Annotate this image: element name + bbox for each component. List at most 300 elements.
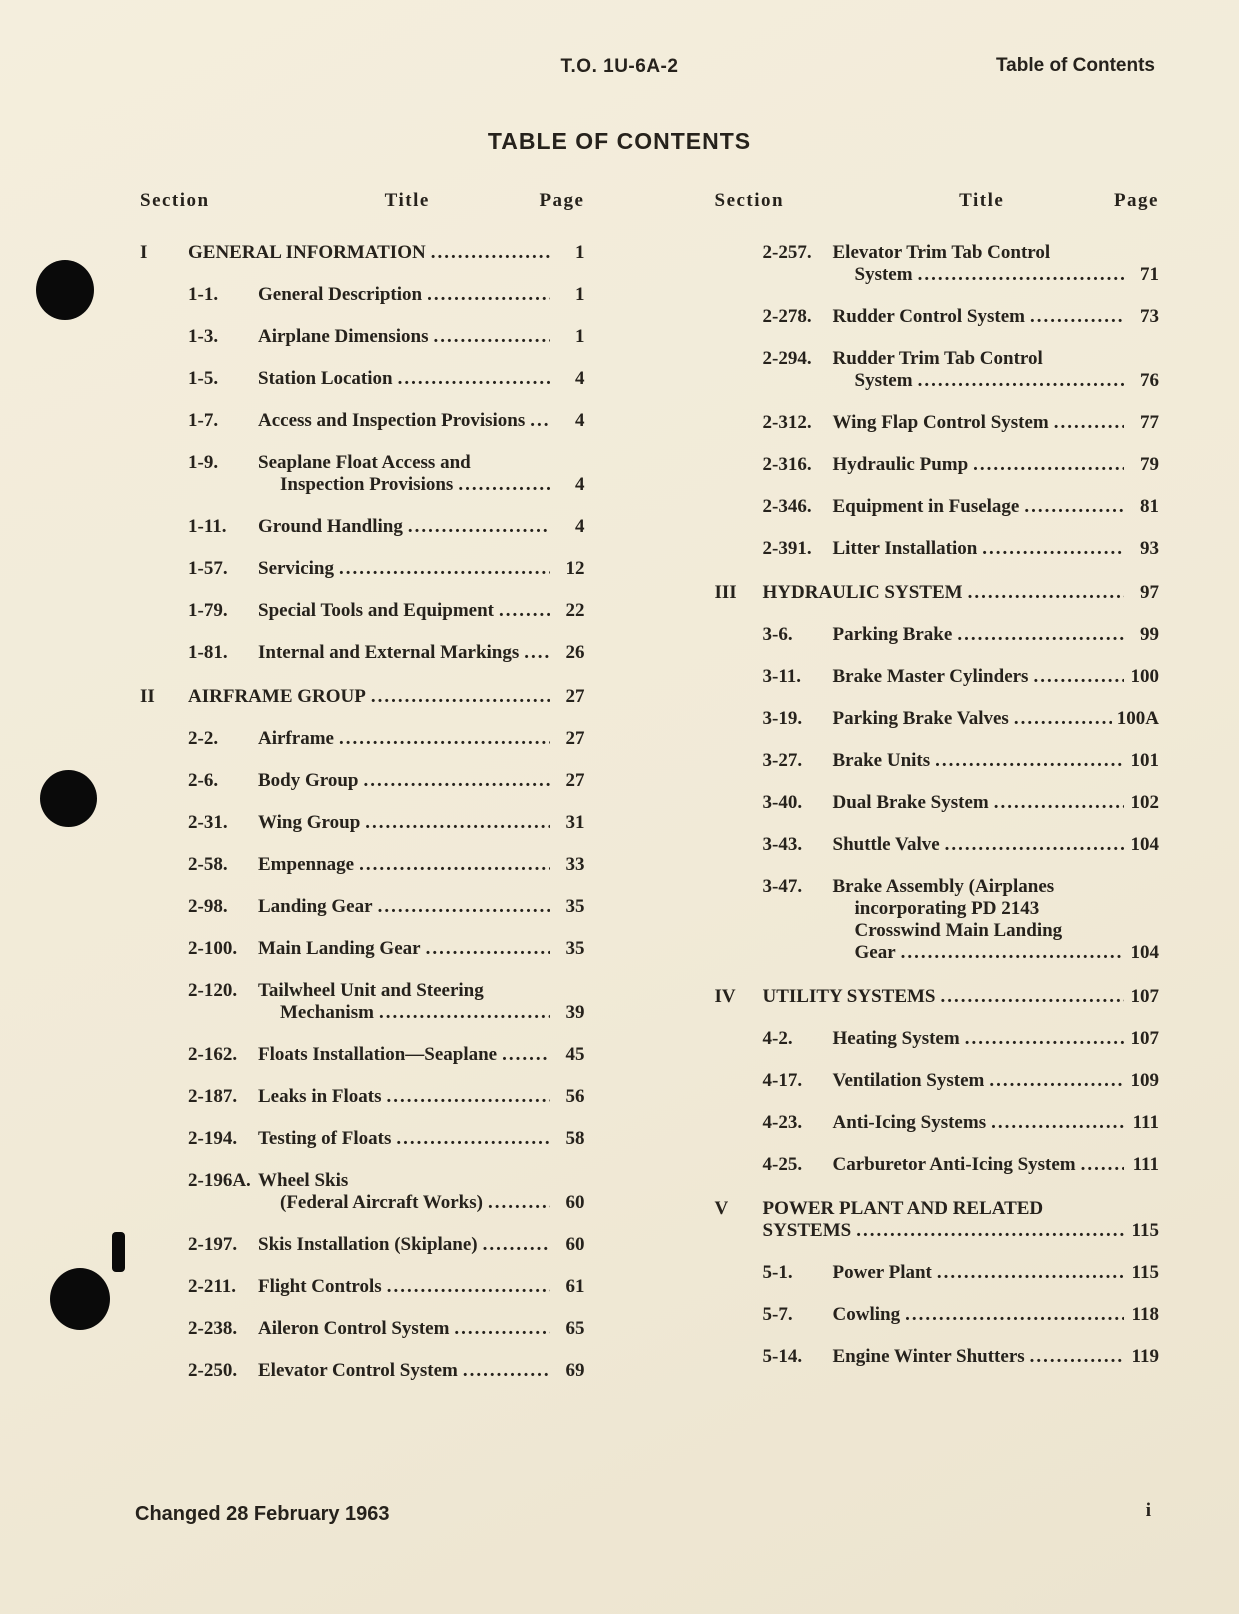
dot-leader [431,242,550,264]
entry-line [258,1360,585,1382]
entry-line [258,1192,585,1214]
entry-line [833,898,1160,920]
entry-line [833,1070,1160,1092]
dot-leader [994,792,1124,814]
paragraph-number: 1-79. [188,600,228,621]
entry-line [258,600,585,622]
section-numeral [715,306,763,328]
paragraph-number: 1-81. [188,642,228,663]
entry-line [833,538,1160,560]
entry-line-text: Parking Brake Valves [832,708,1009,729]
entry-line-text: Wing Flap Control System [832,412,1049,433]
dot-leader [502,1044,549,1066]
dot-leader [945,834,1124,856]
page-number: 56 [565,1086,585,1107]
page-number: 22 [565,600,585,621]
section-numeral [715,1346,763,1368]
toc-columns [140,190,1159,1402]
entry-line [833,1154,1160,1176]
page-number: 1 [575,326,585,347]
toc-item-entry [715,454,1160,476]
dot-leader [339,558,550,580]
entry-line [258,896,585,918]
entry-title [833,454,1160,476]
entry-line [833,370,1160,392]
toc-item-entry [140,1044,585,1066]
dot-leader [530,410,549,432]
section-numeral [140,1128,188,1150]
dot-leader [957,624,1124,646]
section-numeral [140,728,188,750]
entry-title [763,986,1160,1008]
entry-line [258,938,585,960]
entry-title [833,1070,1160,1092]
entry-title [258,1170,585,1214]
dot-leader [408,516,550,538]
column-header-page: Page [1113,190,1159,211]
dot-leader [989,1070,1124,1092]
column-header-section: Section [140,190,210,211]
dot-leader [426,938,550,960]
dot-leader [458,474,549,496]
section-numeral [140,1360,188,1382]
entry-line [833,942,1160,964]
toc-item-entry [715,708,1160,730]
page-number: 115 [1131,1220,1159,1241]
paragraph-number: 2-187. [188,1086,238,1107]
paragraph-number: 2-211. [188,1276,237,1297]
toc-item-entry [715,792,1160,814]
entry-title [833,876,1160,964]
dot-leader [1054,412,1124,434]
entry-line-text: Leaks in Floats [258,1086,382,1107]
page-number: 107 [1130,1028,1159,1049]
toc-item-entry [140,516,585,538]
entry-title [258,558,585,580]
entry-line-text: Hydraulic Pump [832,454,969,475]
entry-line [258,452,585,474]
entry-line-text: UTILITY SYSTEMS [762,986,936,1007]
entry-line [763,1198,1160,1220]
page-number: 4 [575,474,585,495]
page-number: 27 [565,728,585,749]
entry-title [188,242,585,264]
entry-line-text: Skis Installation (Skiplane) [258,1234,478,1255]
entry-line [258,770,585,792]
paragraph-number: 1-3. [188,326,219,347]
entry-line-text: Carburetor Anti-Icing System [832,1154,1076,1175]
toc-entries-left [140,242,585,1382]
page-number: 104 [1130,942,1159,963]
entry-line-text: SYSTEMS [762,1220,852,1241]
paragraph-number: 3-6. [762,624,793,645]
toc-item-entry [715,538,1160,560]
paragraph-number: 3-19. [762,708,803,729]
page-number: 102 [1130,792,1159,813]
entry-line-text: Brake Assembly (Airplanes [832,876,1055,897]
entry-line [258,1318,585,1340]
entry-line-text: Gear [854,942,896,963]
entry-line-text: Airplane Dimensions [258,326,429,347]
entry-line-text: Airframe [258,728,334,749]
toc-item-entry [140,326,585,348]
section-numeral [140,896,188,918]
section-numeral [715,792,763,814]
entry-line-text: Station Location [258,368,393,389]
toc-item-entry [140,896,585,918]
page-title: TABLE OF CONTENTS [487,128,752,154]
entry-title [833,1346,1160,1368]
paragraph-number: 2-194. [188,1128,238,1149]
entry-line-text: Elevator Trim Tab Control [832,242,1051,263]
entry-line [258,558,585,580]
toc-item-entry [140,600,585,622]
entry-line [258,1276,585,1298]
page-number: 76 [1140,370,1159,391]
page-number: 104 [1130,834,1159,855]
toc-item-entry [715,306,1160,328]
page-number: 45 [565,1044,585,1065]
page-number: 61 [565,1276,585,1297]
paragraph-number: 1-1. [188,284,219,305]
page-number: 27 [565,686,585,707]
entry-line [833,750,1160,772]
entry-line-text: Brake Master Cylinders [832,666,1029,687]
entry-line [763,1220,1160,1242]
entry-line-text: Seaplane Float Access and [258,452,471,473]
paragraph-number: 2-278. [762,306,812,327]
toc-item-entry [715,666,1160,688]
entry-title [258,812,585,834]
paragraph-number: 2-238. [188,1318,238,1339]
entry-title [258,1276,585,1298]
page-number: 73 [1140,306,1159,327]
section-numeral [140,1234,188,1256]
section-numeral: I [140,242,148,263]
section-numeral: V [714,1198,729,1219]
dot-leader [463,1360,550,1382]
toc-section-entry [715,1198,1160,1242]
section-numeral [715,242,763,286]
toc-item-entry [140,452,585,496]
page-number: 97 [1140,582,1159,603]
section-numeral [715,708,763,730]
entry-line-text: Cowling [832,1304,901,1325]
ink-mark [112,1232,125,1272]
toc-item-entry [715,1070,1160,1092]
dot-leader [856,1220,1124,1242]
entry-line [763,582,1160,604]
section-numeral [715,1028,763,1050]
entry-line-text: Servicing [258,558,334,579]
entry-line [833,624,1160,646]
section-numeral [715,412,763,434]
page-number: 107 [1130,986,1159,1007]
entry-title [833,242,1160,286]
toc-item-entry [715,876,1160,964]
dot-leader [398,368,550,390]
entry-title [833,750,1160,772]
toc-section-entry [140,686,585,708]
page-number: 118 [1131,1304,1159,1325]
entry-line-text: Main Landing Gear [258,938,421,959]
entry-title [258,1086,585,1108]
doc-number: T.O. 1U-6A-2 [560,56,679,77]
entry-line [833,666,1160,688]
page-number: 119 [1131,1346,1159,1367]
page-number: 101 [1130,750,1159,771]
entry-line [258,854,585,876]
toc-item-entry [140,1276,585,1298]
page-number: 79 [1140,454,1159,475]
dot-leader [937,1262,1124,1284]
entry-title [833,792,1160,814]
entry-line-text: Ventilation System [832,1070,985,1091]
entry-line-text: incorporating PD 2143 [854,898,1040,919]
page-number: 65 [565,1318,585,1339]
entry-line-text: Parking Brake [832,624,953,645]
entry-title [833,708,1160,730]
toc-column-left [140,190,585,1402]
dot-leader [434,326,550,348]
page-number: 1 [575,242,585,263]
entry-line [833,920,1160,942]
toc-item-entry [140,558,585,580]
punch-hole-mark [40,770,97,827]
paragraph-number: 2-312. [762,412,812,433]
entry-line [258,284,585,306]
toc-item-entry [140,1234,585,1256]
entry-title [833,1262,1160,1284]
entry-title [258,326,585,348]
entry-title [833,1112,1160,1134]
page-number: 100 [1130,666,1159,687]
toc-item-entry [715,624,1160,646]
section-numeral [715,348,763,392]
entry-title [258,642,585,664]
dot-leader [396,1128,549,1150]
entry-line-text: Rudder Control System [832,306,1025,327]
entry-title [833,666,1160,688]
footer-page-number: i [1145,1500,1151,1521]
toc-entries-right [715,242,1160,1368]
entry-title [258,770,585,792]
entry-line [833,1262,1160,1284]
page-number: 93 [1140,538,1159,559]
entry-title [258,284,585,306]
entry-line [258,1044,585,1066]
dot-leader [387,1086,550,1108]
entry-line [258,410,585,432]
toc-item-entry [715,750,1160,772]
page-number: 77 [1140,412,1159,433]
entry-title [258,410,585,432]
dot-leader [1081,1154,1124,1176]
dot-leader [339,728,550,750]
entry-line-text: Engine Winter Shutters [832,1346,1025,1367]
toc-item-entry [140,1360,585,1382]
column-header-page: Page [539,190,585,211]
entry-line [258,728,585,750]
page-number: 4 [575,516,585,537]
dot-leader [427,284,549,306]
column-header-title: Title [384,190,430,211]
entry-title [258,1234,585,1256]
column-header-section: Section [714,190,785,211]
page-number: 111 [1132,1154,1159,1175]
entry-line [833,1112,1160,1134]
entry-line [258,1170,585,1192]
entry-title [258,600,585,622]
toc-item-entry [715,834,1160,856]
page-number: 58 [565,1128,585,1149]
dot-leader [379,1002,550,1024]
section-numeral [140,1044,188,1066]
entry-title [258,368,585,390]
section-numeral [140,368,188,390]
entry-title [258,1360,585,1382]
page-number: 115 [1131,1262,1159,1283]
section-numeral: IV [714,986,736,1007]
entry-line [258,812,585,834]
dot-leader [378,896,550,918]
entry-line-text: Equipment in Fuselage [832,496,1020,517]
dot-leader [364,770,550,792]
section-numeral [715,1154,763,1176]
section-numeral [715,1112,763,1134]
dot-leader [982,538,1124,560]
entry-line-text: AIRFRAME GROUP [188,686,366,707]
page-number: 12 [565,558,585,579]
entry-line-text: HYDRAULIC SYSTEM [762,582,963,603]
dot-leader [935,750,1124,772]
paragraph-number: 1-11. [188,516,227,537]
entry-line [833,242,1160,264]
entry-line [258,1128,585,1150]
toc-item-entry [140,284,585,306]
section-numeral [140,516,188,538]
column-header [140,190,585,212]
entry-line-text: Anti-Icing Systems [832,1112,987,1133]
toc-item-entry [140,770,585,792]
section-numeral: III [714,582,737,603]
entry-line-text: Dual Brake System [832,792,989,813]
toc-column-right [715,190,1160,1402]
toc-item-entry [715,1028,1160,1050]
entry-line-text: Wheel Skis [258,1170,349,1191]
paragraph-number: 4-2. [762,1028,793,1049]
paragraph-number: 2-162. [188,1044,238,1065]
dot-leader [1030,306,1124,328]
page-number: 4 [575,368,585,389]
section-numeral [140,452,188,496]
page-number: 1 [575,284,585,305]
section-numeral [140,1086,188,1108]
paragraph-number: 1-5. [188,368,219,389]
entry-line-text: Testing of Floats [258,1128,392,1149]
paragraph-number: 3-11. [762,666,802,687]
entry-line-text: Shuttle Valve [832,834,940,855]
toc-section-entry [715,986,1160,1008]
section-numeral [140,980,188,1024]
entry-line-text: System [854,370,913,391]
section-numeral [140,770,188,792]
entry-title [258,452,585,496]
section-numeral [140,1276,188,1298]
page-number: 99 [1140,624,1159,645]
page-number: 35 [565,938,585,959]
paragraph-number: 2-250. [188,1360,238,1381]
entry-line [258,1002,585,1024]
page-number: 27 [565,770,585,791]
page-number: 69 [565,1360,585,1381]
toc-item-entry [715,1346,1160,1368]
entry-title [188,686,585,708]
entry-line [258,474,585,496]
paragraph-number: 2-100. [188,938,238,959]
entry-line-text: Landing Gear [258,896,373,917]
paragraph-number: 2-120. [188,980,238,1001]
dot-leader [387,1276,550,1298]
toc-item-entry [715,242,1160,286]
entry-line [188,686,585,708]
entry-line-text: Empennage [258,854,355,875]
entry-line-text: Litter Installation [832,538,978,559]
toc-item-entry [715,1154,1160,1176]
dot-leader [1030,1346,1124,1368]
entry-line-text: Rudder Trim Tab Control [832,348,1043,369]
paragraph-number: 1-57. [188,558,228,579]
toc-item-entry [140,1086,585,1108]
entry-line [833,1028,1160,1050]
paragraph-number: 2-294. [762,348,812,369]
page-number: 109 [1130,1070,1159,1091]
dot-leader [1024,496,1124,518]
paragraph-number: 4-17. [762,1070,803,1091]
entry-line-text: Ground Handling [258,516,403,537]
section-numeral [140,854,188,876]
entry-line [763,986,1160,1008]
section-numeral: II [140,686,155,707]
dot-leader [499,600,549,622]
toc-item-entry [140,812,585,834]
toc-item-entry [140,642,585,664]
entry-line-text: Wing Group [258,812,361,833]
entry-line [833,348,1160,370]
paragraph-number: 2-98. [188,896,228,917]
toc-item-entry [715,412,1160,434]
paragraph-number: 5-7. [762,1304,793,1325]
entry-line-text: Aileron Control System [258,1318,450,1339]
entry-line [833,1304,1160,1326]
entry-line-text: Power Plant [832,1262,932,1283]
entry-line-text: Body Group [258,770,359,791]
column-header [715,190,1160,212]
entry-line-text: Elevator Control System [258,1360,458,1381]
dot-leader [483,1234,550,1256]
entry-line-text: Heating System [832,1028,960,1049]
dot-leader [905,1304,1124,1326]
page-number: 4 [575,410,585,431]
entry-title [258,728,585,750]
paragraph-number: 4-25. [762,1154,803,1175]
entry-title [833,538,1160,560]
dot-leader [359,854,549,876]
punch-hole-mark [50,1268,110,1330]
section-numeral [140,1318,188,1340]
entry-line-text: Access and Inspection Provisions [258,410,526,431]
toc-section-entry [140,242,585,264]
